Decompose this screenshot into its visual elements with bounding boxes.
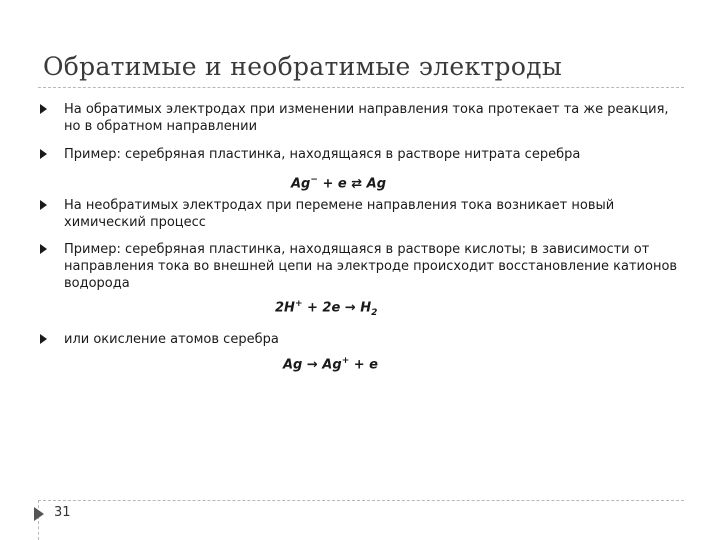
formula-silver-oxidation: Ag → Ag+ + e xyxy=(283,356,378,373)
bullet-text-5: или окисление атомов серебра xyxy=(64,332,279,347)
title-divider xyxy=(38,87,684,88)
page-marker-icon xyxy=(34,507,44,521)
bullet-text-1: На обратимых электродах при изменении направления тока протекает та же реакция, но в обратном направлении xyxy=(64,102,669,134)
bullet-icon xyxy=(40,149,47,159)
bullet-icon xyxy=(40,200,47,210)
slide-title: Обратимые и необратимые электроды xyxy=(43,52,563,81)
bullet-icon xyxy=(40,244,47,254)
page-number: 31 xyxy=(54,505,71,520)
bullet-icon xyxy=(40,104,47,114)
bullet-icon xyxy=(40,334,47,344)
formula-reversible: Ag− + e ⇄ Ag xyxy=(291,175,386,192)
formula-hydrogen: $2H^+ + 2e \to H_2$ xyxy=(275,299,378,318)
bullet-text-2: Пример: серебряная пластинка, находящаяся в растворе нитрата серебра xyxy=(64,147,581,162)
bullet-text-4: Пример: серебряная пластинка, находящаяся в растворе кислоты; в зависимости от направления тока во внешней цепи на электроде происходит восстановление катионов водорода xyxy=(64,242,678,291)
footer-divider xyxy=(38,500,684,501)
bullet-text-3: На необратимых электродах при перемене направления тока возникает новый химический процесс xyxy=(64,198,615,230)
